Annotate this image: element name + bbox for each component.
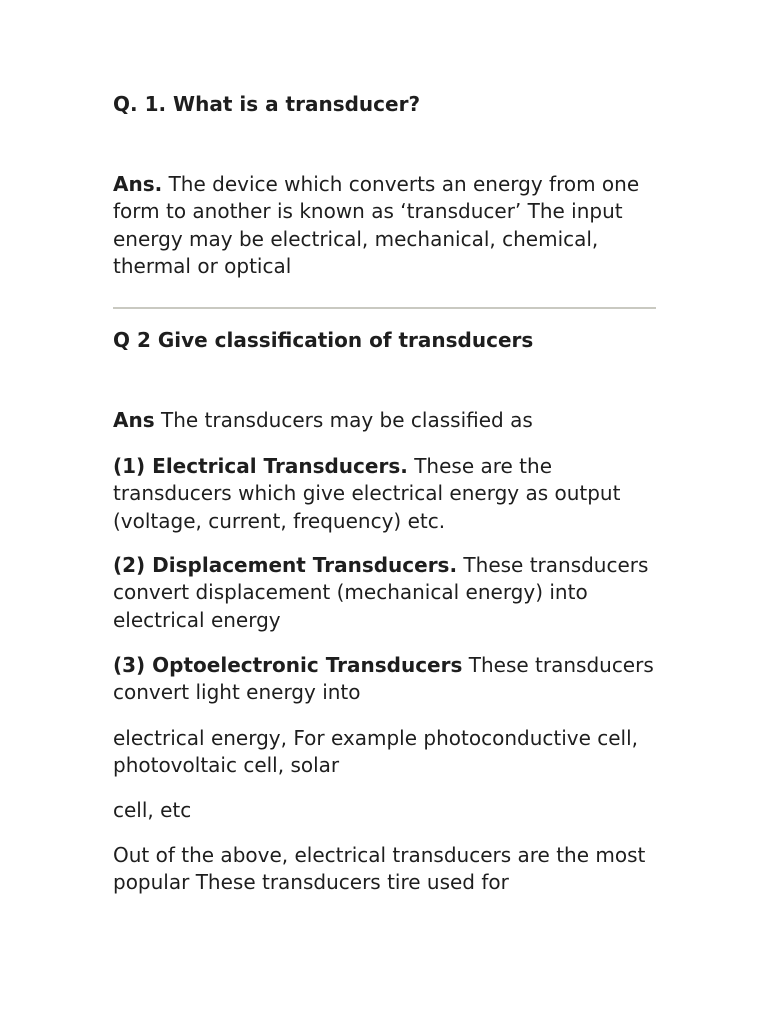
answer-2-paragraph <box>113 407 658 434</box>
classification-item-electrical <box>113 453 658 535</box>
answer-1-label: Ans. <box>113 172 163 196</box>
classification-item-label: (1) Electrical Transducers. <box>113 454 408 478</box>
example-paragraph: electrical energy, For example photoconductive cell, photovoltaic cell, solar <box>113 726 639 778</box>
classification-item-label: (3) Optoelectronic Transducers <box>113 653 463 677</box>
answer-1-paragraph <box>113 171 658 281</box>
question-2-heading: Q 2 Give classification of transducers <box>113 328 534 352</box>
classification-item-text: These transducers convert light energy into <box>113 653 654 705</box>
classification-item-text: These transducers convert displacement (mechanical energy) into electrical energy <box>113 553 649 632</box>
classification-item-text: These are the transducers which give electrical energy as output (voltage, current, frequency) etc. <box>113 454 621 533</box>
question-1-heading: Q. 1. What is a transducer? <box>113 92 421 116</box>
classification-item-displacement <box>113 552 658 634</box>
classification-item-optoelectronic <box>113 652 658 707</box>
answer-2-label: Ans <box>113 408 155 432</box>
answer-1-text: The device which converts an energy from one form to another is known as ‘transducer’ The input energy may be electrical, mechanical, chemical, thermal or optical <box>113 172 640 279</box>
classification-item-label: (2) Displacement Transducers. <box>113 553 458 577</box>
popular-paragraph: Out of the above, electrical transducers are the most popular These transducers tire used for <box>113 843 646 895</box>
cell-etc-paragraph: cell, etc <box>113 798 192 822</box>
answer-2-text: The transducers may be classified as <box>154 408 533 432</box>
section-divider <box>113 307 656 309</box>
